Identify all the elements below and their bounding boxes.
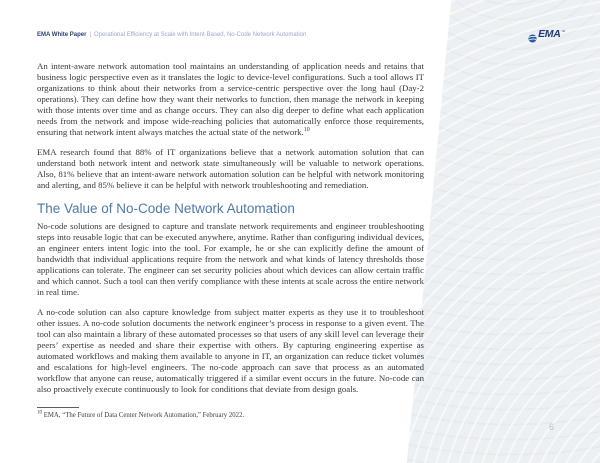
page-header (37, 31, 430, 39)
logo-trademark: ™ (561, 29, 565, 34)
document-body (37, 61, 424, 404)
footnote-number: 10 (37, 410, 42, 416)
paragraph-no-code-solutions: No-code solutions are designed to capture and translate network requirements and engineer troubleshooting steps into reusable logic that can be executed anywhere, anytime. Rather than configuring individual devices, an engineer enters intent logic into the tool. For example, he or she can explicitly define the amount of bandwidth that individual applications require from the network and what kinds of latency thresholds those applications can tolerate. The engineer can set security policies about which devices can allow certain traffic and which cannot. Such a tool can then verify compliance with these intents at scale across the entire network in real time. (37, 221, 424, 297)
header-separator: | (89, 32, 92, 38)
globe-icon (528, 30, 537, 48)
footnote-text: EMA, “The Future of Data Center Network Automation,” February 2022. (43, 412, 245, 419)
paragraph-knowledge-capture: A no-code solution can also capture knowledge from subject matter experts as they use it to troubleshoot other issues. A no-code solution documents the network engineer’s process in response to a given event. The tool can also maintain a library of these automated processes so that users of any skill level can leverage their peers’ expertise as needed and share their expertise with others. By capturing engineering expertise as automated workflows and making them available to anyone in IT, an organization can reduce ticket volumes and escalations for high-level engineers. The no-code approach can save that process as an automated workflow that anyone can reuse, automatically triggered if a similar event occurs in the future. No-code can also proactively execute continuously to look for conditions that deviate from design goals. (37, 307, 424, 394)
footnote-rule (37, 407, 79, 408)
footnote (37, 407, 397, 420)
page-number: 6 (549, 422, 555, 432)
footnote-reference: 10 (303, 127, 310, 134)
section-heading: The Value of No-Code Network Automation (37, 201, 295, 216)
header-brand: EMA White Paper (37, 32, 87, 38)
logo-wordmark: EMA (538, 28, 561, 40)
ema-logo (528, 29, 565, 48)
paragraph-ema-research: EMA research found that 88% of IT organizations believe that a network automation solution that can understand both network intent and network state simultaneously will be valuable to network operations. Also, 81% believe that an intent-aware network automation solution can be helpful with network monitoring and alerting, and 85% believe it can be helpful with network troubleshooting and remediation. (37, 147, 424, 190)
header-document-title: Operational Efficiency at Scale with Intent-Based, No-Code Network Automation (94, 32, 307, 38)
paragraph-intent-aware (37, 61, 424, 138)
paragraph-text: An intent-aware network automation tool maintains an understanding of application needs and retains that business logic perspective even as it translates the logic to device-level configurations. Such a tool allows IT organizations to think about their networks from a service-centric perspective over the long haul (Day-2 operations). They can define how they want their networks to function, then manage the network in keeping with those intents over time and as change occurs. They can also dig deeper to define what each application needs from the network and impose wide-reaching policies that automatically enforce those requirements, ensuring that network intent always matches the actual state of the network. (37, 61, 424, 137)
